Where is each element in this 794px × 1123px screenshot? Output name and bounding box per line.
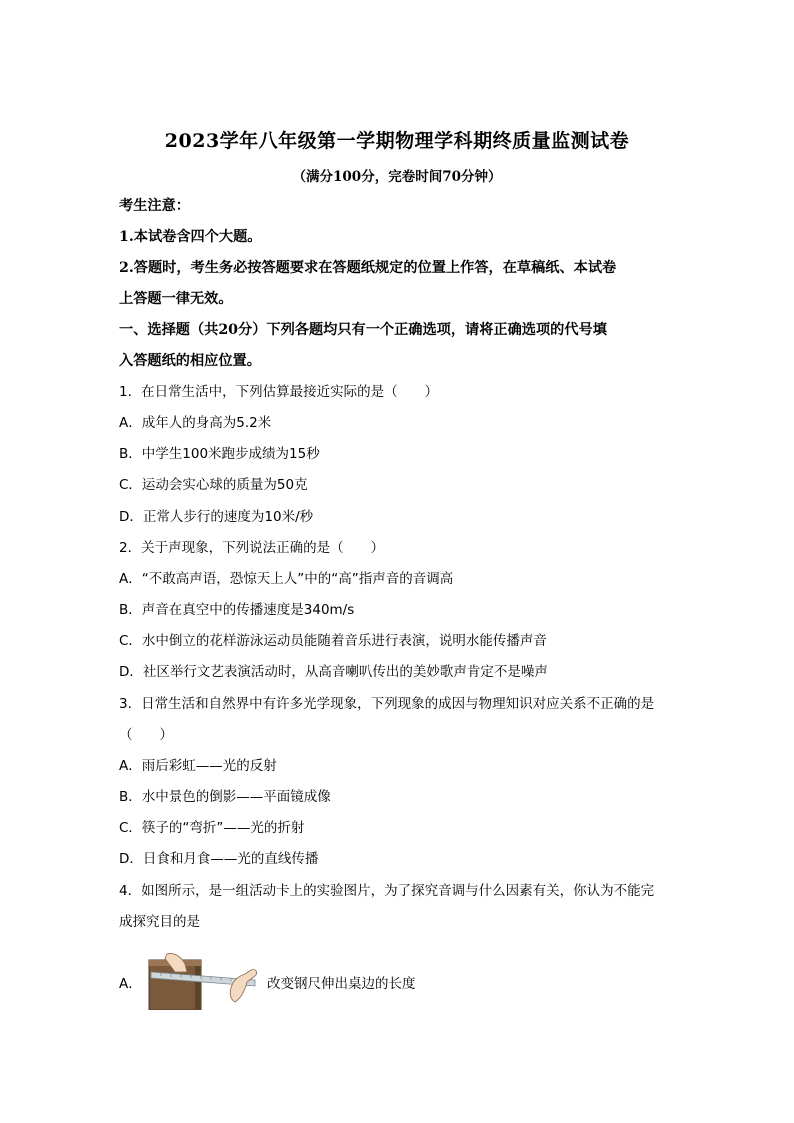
q1-option-c: C．运动会实心球的质量为50克 [119, 477, 308, 493]
page-title: 2023学年八年级第一学期物理学科期终质量监测试卷 [164, 130, 630, 152]
q2-option-a: A．“不敢高声语，恐惊天上人”中的“高”指声音的音调高 [119, 571, 454, 587]
q1-stem: 1．在日常生活中，下列估算最接近实际的是（ ） [119, 384, 439, 400]
section-1-heading-line-1: 一、选择题（共20分）下列各题均只有一个正确选项，请将正确选项的代号填 [119, 322, 607, 338]
q2-option-b: B．声音在真空中的传播速度是340m/s [119, 602, 355, 618]
q1-option-d: D．正常人步行的速度为10米/秒 [119, 509, 314, 525]
q4-option-a [119, 950, 519, 1010]
q4-option-a-label: A． [119, 976, 142, 992]
page-subtitle: （满分100分，完卷时间70分钟） [292, 169, 502, 185]
q2-stem: 2．关于声现象，下列说法正确的是（ ） [119, 540, 385, 556]
notice-item-1: 1.本试卷含四个大题。 [119, 229, 262, 245]
q3-option-d: D．日食和月食——光的直线传播 [119, 851, 319, 867]
q3-stem-line-2: （ ） [119, 727, 173, 743]
q3-option-a: A．雨后彩虹——光的反射 [119, 758, 277, 774]
q4-stem-line-1: 4．如图所示，是一组活动卡上的实验图片，为了探究音调与什么因素有关，你认为不能完 [119, 883, 655, 899]
q2-option-c: C．水中倒立的花样游泳运动员能随着音乐进行表演，说明水能传播声音 [119, 633, 547, 649]
ruler-on-desk-illustration [147, 950, 277, 1010]
q3-option-b: B．水中景色的倒影——平面镜成像 [119, 789, 331, 805]
notice-heading: 考生注意： [119, 198, 190, 214]
q3-stem-line-1: 3．日常生活和自然界中有许多光学现象，下列现象的成因与物理知识对应关系不正确的是 [119, 696, 655, 712]
notice-item-2-line-2: 上答题一律无效。 [119, 291, 233, 307]
q2-option-d: D．社区举行文艺表演活动时，从高音喇叭传出的美妙歌声肯定不是噪声 [119, 664, 548, 680]
q1-option-a: A．成年人的身高为5.2米 [119, 415, 272, 431]
q3-option-c: C．筷子的“弯折”——光的折射 [119, 820, 305, 836]
notice-item-2-line-1: 2.答题时，考生务必按答题要求在答题纸规定的位置上作答，在草稿纸、本试卷 [119, 260, 617, 276]
section-1-heading-line-2: 入答题纸的相应位置。 [119, 353, 261, 369]
q4-option-a-text: 改变钢尺伸出桌边的长度 [267, 976, 416, 992]
q4-stem-line-2: 成探究目的是 [119, 914, 200, 930]
q1-option-b: B．中学生100米跑步成绩为15秒 [119, 446, 320, 462]
